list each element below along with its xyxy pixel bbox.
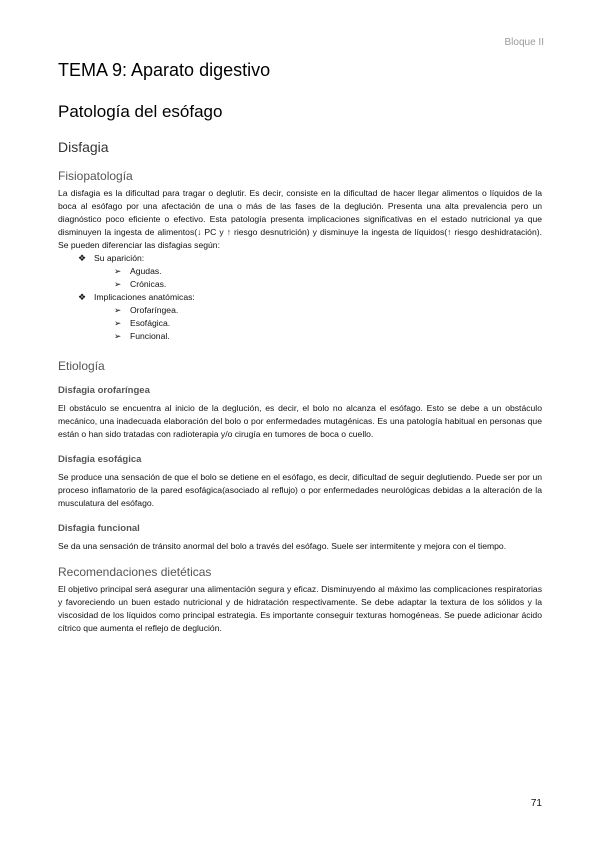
orofaringea-heading: Disfagia orofaríngea — [58, 385, 150, 396]
diamond-bullet-icon: ❖ — [78, 292, 87, 302]
sub-list-item-label: Funcional. — [130, 331, 170, 341]
fisiopatologia-heading: Fisiopatología — [58, 169, 133, 183]
sub-list-item — [114, 278, 542, 291]
arrow-bullet-icon: ➢ — [114, 318, 122, 328]
classification-list — [58, 252, 542, 343]
list-item — [78, 252, 542, 291]
funcional-heading: Disfagia funcional — [58, 523, 140, 534]
funcional-paragraph: Se da una sensación de tránsito anormal del bolo a través del esófago. Suele ser intermitente y mejora con el tiempo. — [58, 541, 507, 551]
sub-list — [94, 304, 542, 343]
page-content — [58, 58, 542, 635]
subsection-title: Disfagia — [58, 139, 109, 155]
section-title: Patología del esófago — [58, 102, 223, 121]
recomendaciones-paragraph: El objetivo principal será asegurar una alimentación segura y eficaz. Disminuyendo al máximo las complicaciones respiratorias y favoreciendo un buen estado nutricional y de hidratación respectivamente. Se debe adaptar la textura de los sólidos y la viscosidad de los líquidos como principal estrategia. Es importante conseguir texturas homogéneas. Se puede adicionar ácido cítrico que aumenta el reflejo de deglución. — [58, 584, 542, 633]
sub-list-item — [114, 265, 542, 278]
sub-list-item-label: Orofaríngea. — [130, 305, 179, 315]
arrow-bullet-icon: ➢ — [114, 305, 122, 315]
etiologia-heading: Etiología — [58, 359, 105, 373]
fisiopatologia-paragraph: La disfagia es la dificultad para tragar o deglutir. Es decir, consiste en la dificultad de hacer llegar alimentos o líquidos de la boca al esófago por una afectación de una o más de las fases de la deglución. Presenta una alta prevalencia pero un diagnóstico poco eficiente o efectivo. Esta patología presenta implicaciones significativas en el estado nutricional ya que disminuyen la ingesta de alimentos(↓ PC y ↑ riesgo desnutrición) y disminuye la ingesta de líquidos(↑ riesgo deshidratación). Se pueden diferenciar las disfagias según: — [58, 188, 542, 250]
sub-list-item — [114, 330, 542, 343]
sub-list — [94, 265, 542, 291]
arrow-bullet-icon: ➢ — [114, 266, 122, 276]
diamond-bullet-icon: ❖ — [78, 253, 87, 263]
chapter-title: TEMA 9: Aparato digestivo — [58, 60, 271, 80]
sub-list-item — [114, 304, 542, 317]
arrow-bullet-icon: ➢ — [114, 279, 122, 289]
list-item-label: Implicaciones anatómicas: — [94, 292, 195, 302]
sub-list-item-label: Crónicas. — [130, 279, 167, 289]
orofaringea-paragraph: El obstáculo se encuentra al inicio de la deglución, es decir, el bolo no alcanza el esófago. Esto se debe a un obstáculo mecánico, una inadecuada elaboración del bolo o por enfermedades mutagénicas. Es una patología habitual en personas que están o han sido tratadas con radioterapia y/o cirugía en tumores de boca o cuello. — [58, 403, 542, 439]
sub-list-item-label: Esofágica. — [130, 318, 171, 328]
esofagica-paragraph: Se produce una sensación de que el bolo se detiene en el esófago, es decir, dificultad de seguir deglutiendo. Puede ser por un proceso inflamatorio de la pared esofágica(asociado al reflujo) o por enfermedades neurológicas debidas a la alteración de la musculatura del esófago. — [58, 472, 542, 508]
esofagica-heading: Disfagia esofágica — [58, 454, 142, 465]
page-number: 71 — [530, 798, 542, 809]
sub-list-item — [114, 317, 542, 330]
list-item-label: Su aparición: — [94, 253, 145, 263]
recomendaciones-heading: Recomendaciones dietéticas — [58, 565, 212, 579]
list-item — [78, 291, 542, 343]
sub-list-item-label: Agudas. — [130, 266, 162, 276]
arrow-bullet-icon: ➢ — [114, 331, 122, 341]
block-label: Bloque II — [504, 37, 544, 48]
